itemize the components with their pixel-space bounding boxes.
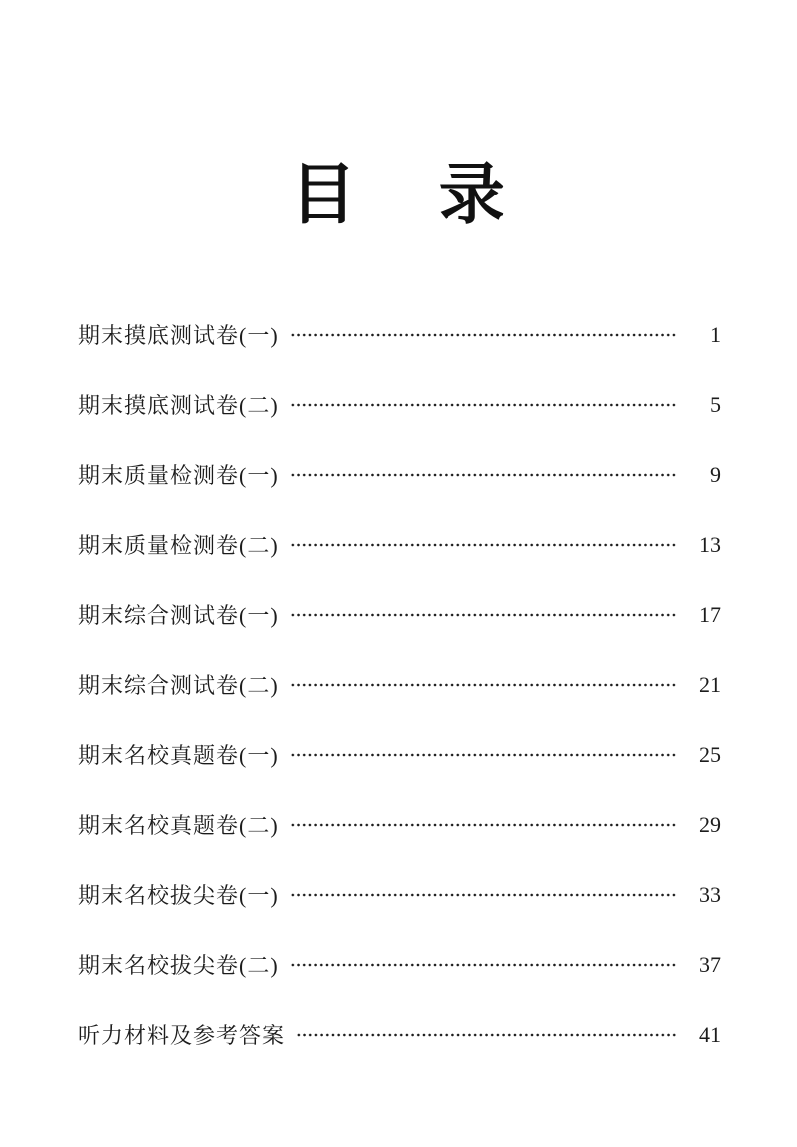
- toc-entry: [78, 951, 721, 979]
- dot-leader: [290, 403, 678, 407]
- toc-entry-label: 期末名校真题卷(一): [78, 743, 279, 769]
- toc-entry: [78, 391, 721, 419]
- toc-entry-label: 期末名校真题卷(二): [78, 813, 279, 839]
- dot-leader: [290, 473, 678, 477]
- toc-entry-page: 1: [710, 321, 721, 347]
- toc-entry-page: 9: [710, 461, 721, 487]
- toc-entry: [78, 671, 721, 699]
- toc-entry: [78, 1021, 721, 1049]
- dot-leader: [290, 683, 678, 687]
- toc-entry-label: 期末摸底测试卷(二): [78, 393, 279, 419]
- toc-entry-page: 29: [699, 811, 721, 837]
- dot-leader: [290, 333, 678, 337]
- toc-entry-page: 41: [699, 1021, 721, 1047]
- toc-entry-page: 5: [710, 391, 721, 417]
- toc-page: [0, 44, 797, 1147]
- toc-entry-label: 期末摸底测试卷(一): [78, 323, 279, 349]
- toc-entry-page: 33: [699, 881, 721, 907]
- toc-entry-page: 13: [699, 531, 721, 557]
- toc-entry: [78, 741, 721, 769]
- toc-entry-label: 期末质量检测卷(一): [78, 463, 279, 489]
- dot-leader: [290, 613, 678, 617]
- toc-entry-label: 期末综合测试卷(一): [78, 603, 279, 629]
- toc-entry-page: 17: [699, 601, 721, 627]
- dot-leader: [290, 893, 678, 897]
- toc-entry: [78, 881, 721, 909]
- toc-entry-label: 期末名校拔尖卷(二): [78, 953, 279, 979]
- dot-leader: [296, 1033, 678, 1037]
- dot-leader: [290, 543, 678, 547]
- toc-list: [78, 321, 721, 1049]
- toc-entry-label: 期末名校拔尖卷(一): [78, 883, 279, 909]
- dot-leader: [290, 753, 678, 757]
- dot-leader: [290, 823, 678, 827]
- toc-entry-page: 21: [699, 671, 721, 697]
- toc-entry: [78, 531, 721, 559]
- toc-entry-page: 37: [699, 951, 721, 977]
- page-title: 目 录: [290, 159, 507, 233]
- toc-entry-label: 听力材料及参考答案: [78, 1023, 286, 1049]
- dot-leader: [290, 963, 678, 967]
- toc-entry: [78, 811, 721, 839]
- toc-entry-label: 期末质量检测卷(二): [78, 533, 279, 559]
- toc-entry-label: 期末综合测试卷(二): [78, 673, 279, 699]
- toc-entry: [78, 461, 721, 489]
- toc-entry: [78, 321, 721, 349]
- toc-entry-page: 25: [699, 741, 721, 767]
- toc-entry: [78, 601, 721, 629]
